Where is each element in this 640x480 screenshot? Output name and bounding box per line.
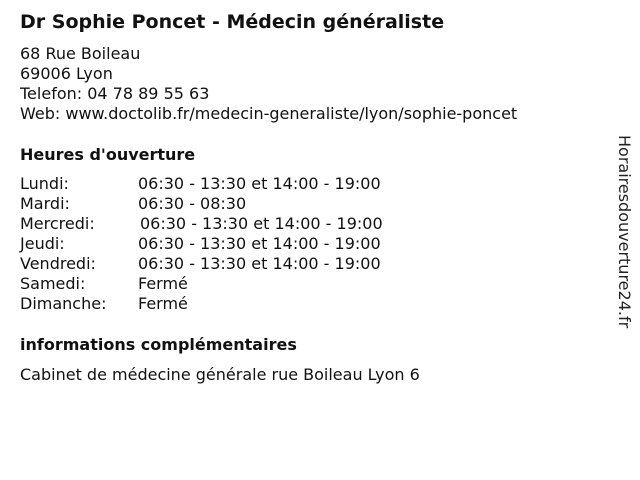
time-value: 06:30 - 08:30 bbox=[138, 194, 247, 213]
day-label: Lundi: bbox=[20, 174, 69, 193]
site-watermark bbox=[612, 135, 636, 345]
hours-heading: Heures d'ouverture bbox=[20, 145, 196, 164]
time-value: 06:30 - 13:30 et 14:00 - 19:00 bbox=[138, 254, 381, 273]
day-label: Mercredi: bbox=[20, 214, 95, 233]
day-label: Dimanche: bbox=[20, 294, 107, 313]
time-value: 06:30 - 13:30 et 14:00 - 19:00 bbox=[140, 214, 383, 233]
day-label: Vendredi: bbox=[20, 254, 96, 273]
watermark-text: Horairesdouverture24.fr bbox=[615, 135, 634, 329]
phone-number: Telefon: 04 78 89 55 63 bbox=[20, 84, 210, 103]
time-value: 06:30 - 13:30 et 14:00 - 19:00 bbox=[138, 174, 381, 193]
day-label: Jeudi: bbox=[20, 234, 65, 253]
time-value: Fermé bbox=[138, 274, 188, 293]
page-title: Dr Sophie Poncet - Médecin généraliste bbox=[20, 11, 445, 33]
day-label: Samedi: bbox=[20, 274, 86, 293]
info-heading: informations complémentaires bbox=[20, 335, 297, 354]
website-link[interactable]: Web: www.doctolib.fr/medecin-generaliste/lyon/sophie-poncet bbox=[20, 104, 518, 123]
time-value: 06:30 - 13:30 et 14:00 - 19:00 bbox=[138, 234, 381, 253]
info-text: Cabinet de médecine générale rue Boileau Lyon 6 bbox=[20, 365, 420, 384]
time-value: Fermé bbox=[138, 294, 188, 313]
day-label: Mardi: bbox=[20, 194, 70, 213]
address-city: 69006 Lyon bbox=[20, 64, 113, 83]
address-block bbox=[20, 44, 517, 124]
address-street: 68 Rue Boileau bbox=[20, 44, 141, 63]
